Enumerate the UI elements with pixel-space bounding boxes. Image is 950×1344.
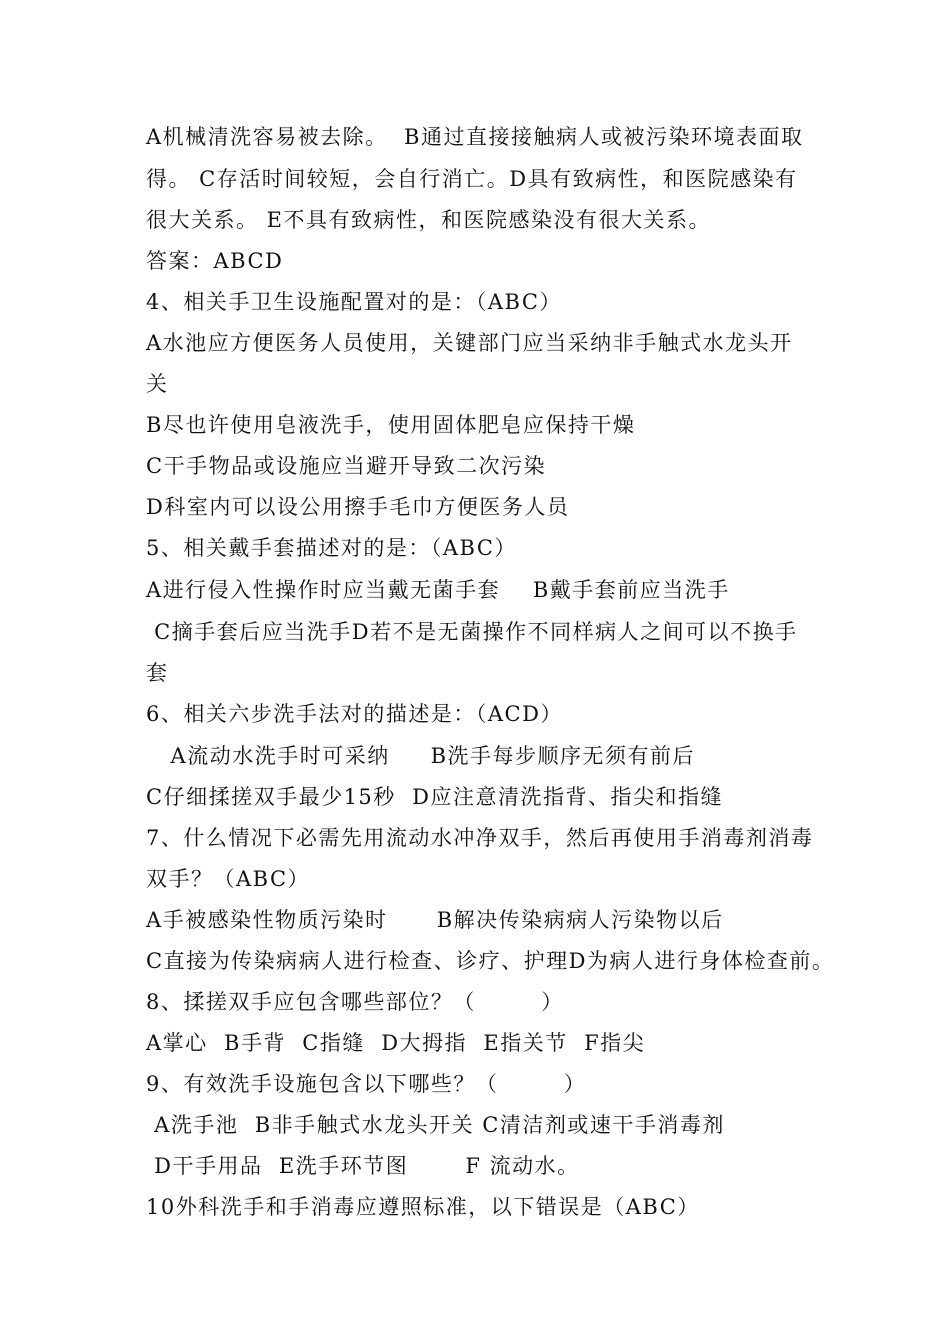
text-line: 答案：ABCD: [146, 249, 284, 273]
question-heading: 5、相关戴手套描述对的是：（ABC）: [146, 536, 517, 560]
text-line: 得。 C存活时间较短，会自行消亡。D具有致病性，和医院感染有: [146, 167, 798, 191]
question-heading: 7、什么情况下必需先用流动水冲净双手，然后再使用手消毒剂消毒: [146, 826, 814, 850]
question-heading: 4、相关手卫生设施配置对的是：（ABC）: [146, 290, 562, 314]
question-heading: 10外科洗手和手消毒应遵照标准，以下错误是（ABC）: [146, 1195, 700, 1219]
option-line: A掌心 B手背 C指缝 D大拇指 E指关节 F指尖: [146, 1031, 646, 1055]
text-line: 关: [146, 372, 169, 396]
option-line: A流动水洗手时可采纳 B洗手每步顺序无须有前后: [146, 744, 695, 768]
option-line: B尽也许使用皂液洗手，使用固体肥皂应保持干燥: [146, 413, 636, 437]
text-line: 套: [146, 661, 169, 685]
option-line: A水池应方便医务人员使用，关键部门应当采纳非手触式水龙头开: [146, 331, 793, 355]
option-line: C直接为传染病病人进行检查、诊疗、护理D为病人进行身体检查前。: [146, 949, 835, 973]
text-line: 双手？（ABC）: [146, 867, 311, 891]
option-line: A进行侵入性操作时应当戴无菌手套 B戴手套前应当洗手: [146, 578, 730, 602]
option-line: C仔细揉搓双手最少15秒 D应注意清洗指背、指尖和指缝: [146, 785, 723, 809]
option-line: C干手物品或设施应当避开导致二次污染: [146, 454, 547, 478]
option-line: C摘手套后应当洗手D若不是无菌操作不同样病人之间可以不换手: [146, 620, 798, 644]
option-line: D科室内可以设公用擦手毛巾方便医务人员: [146, 495, 570, 519]
question-heading: 8、揉搓双手应包含哪些部位？（ ）: [146, 990, 564, 1014]
option-line: A洗手池 B非手触式水龙头开关 C清洁剂或速干手消毒剂: [146, 1113, 725, 1137]
option-line: D干手用品 E洗手环节图 F 流动水。: [146, 1154, 580, 1178]
question-heading: 9、有效洗手设施包含以下哪些？（ ）: [146, 1072, 587, 1096]
option-line: A手被感染性物质污染时 B解决传染病病人污染物以后: [146, 908, 724, 932]
text-line: 很大关系。 E不具有致病性，和医院感染没有很大关系。: [146, 208, 712, 232]
text-line: A机械清洗容易被去除。 B通过直接接触病人或被污染环境表面取: [146, 125, 804, 149]
question-heading: 6、相关六步洗手法对的描述是：（ACD）: [146, 702, 563, 726]
